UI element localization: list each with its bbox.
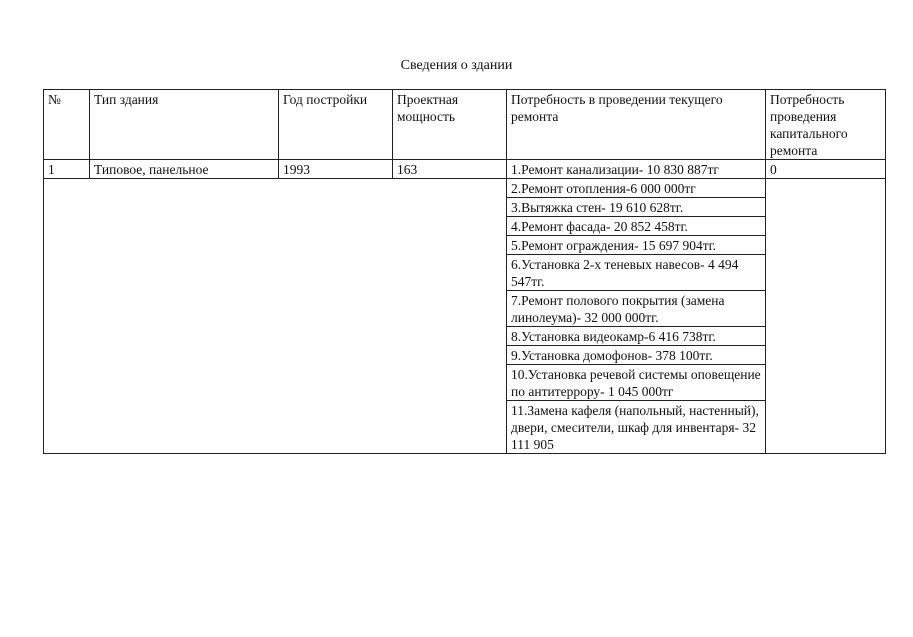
table-row	[44, 160, 886, 179]
repair-item: 7.Ремонт полового покрытия (замена линолеума)- 32 000 000тг.	[507, 291, 766, 327]
header-design-capacity: Проектная мощность	[393, 90, 507, 160]
repair-item: 8.Установка видеокамр-6 416 738тг.	[507, 327, 766, 346]
empty-capital-cell	[766, 179, 886, 454]
repair-item: 11.Замена кафеля (напольный, настенный), двери, смесители, шкаф для инвентаря- 32 111 905	[507, 401, 766, 454]
cell-design-capacity: 163	[393, 160, 507, 179]
cell-capital-repair: 0	[766, 160, 886, 179]
repair-item: 10.Установка речевой системы оповещение по антитеррору- 1 045 000тг	[507, 365, 766, 401]
repair-item: 1.Ремонт канализации- 10 830 887тг	[507, 160, 766, 179]
repair-item: 5.Ремонт ограждения- 15 697 904тг.	[507, 236, 766, 255]
header-number: №	[44, 90, 90, 160]
cell-number: 1	[44, 160, 90, 179]
header-current-repair: Потребность в проведении текущего ремонта	[507, 90, 766, 160]
repair-item: 9.Установка домофонов- 378 100тг.	[507, 346, 766, 365]
repair-item: 2.Ремонт отопления-6 000 000тг	[507, 179, 766, 198]
cell-building-type: Типовое, панельное	[90, 160, 279, 179]
repair-item: 3.Вытяжка стен- 19 610 628тг.	[507, 198, 766, 217]
header-year-built: Год постройки	[279, 90, 393, 160]
table-header-row	[44, 90, 886, 160]
repair-item: 4.Ремонт фасада- 20 852 458тг.	[507, 217, 766, 236]
header-capital-repair: Потребность проведения капитального ремонта	[766, 90, 886, 160]
building-info-table	[43, 89, 886, 454]
header-building-type: Тип здания	[90, 90, 279, 160]
table-row	[44, 179, 886, 198]
repair-item: 6.Установка 2-х теневых навесов- 4 494 547тг.	[507, 255, 766, 291]
empty-merged-cell	[44, 179, 507, 454]
page-title: Сведения о здании	[400, 58, 513, 73]
cell-year-built: 1993	[279, 160, 393, 179]
